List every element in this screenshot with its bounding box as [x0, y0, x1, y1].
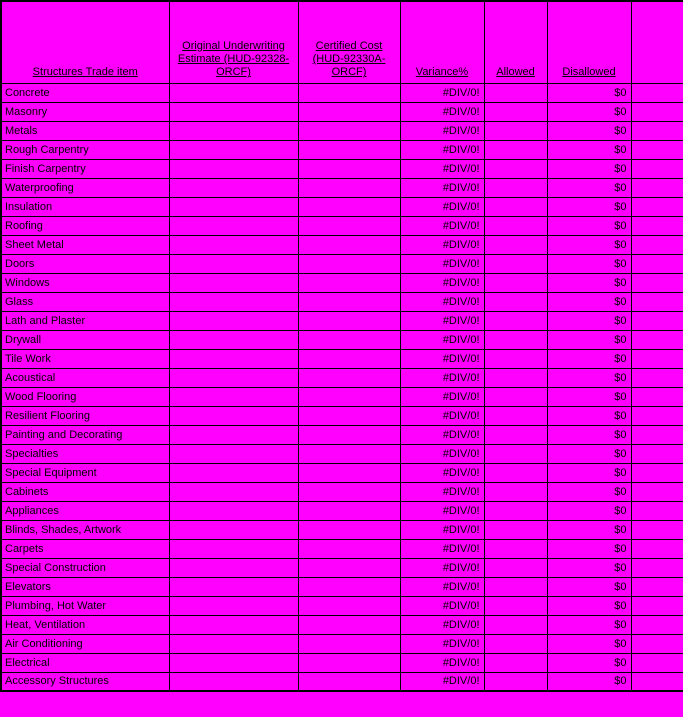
cell-variance[interactable]: #DIV/0!	[400, 672, 484, 691]
cell-trade-item[interactable]: Blinds, Shades, Artwork	[1, 520, 169, 539]
cell-original-estimate[interactable]	[169, 634, 298, 653]
cell-original-estimate[interactable]	[169, 102, 298, 121]
cell-certified-cost[interactable]	[298, 216, 400, 235]
cell-certified-cost[interactable]	[298, 672, 400, 691]
cell-disallowed[interactable]: $0	[547, 178, 631, 197]
cell-allowed[interactable]	[484, 653, 547, 672]
table-row	[1, 539, 683, 558]
cell-trade-item[interactable]: Wood Flooring	[1, 387, 169, 406]
cell-certified-cost[interactable]	[298, 140, 400, 159]
cell-trade-item[interactable]: Masonry	[1, 102, 169, 121]
cell-trade-item[interactable]: Glass	[1, 292, 169, 311]
cell-trade-item[interactable]: Resilient Flooring	[1, 406, 169, 425]
cell-original-estimate[interactable]	[169, 501, 298, 520]
cell-allowed[interactable]	[484, 634, 547, 653]
cell-variance[interactable]: #DIV/0!	[400, 140, 484, 159]
cell-extra[interactable]	[631, 349, 683, 368]
cell-variance[interactable]: #DIV/0!	[400, 634, 484, 653]
cell-allowed[interactable]	[484, 330, 547, 349]
cell-trade-item[interactable]: Cabinets	[1, 482, 169, 501]
cell-variance[interactable]: #DIV/0!	[400, 482, 484, 501]
cell-trade-item[interactable]: Insulation	[1, 197, 169, 216]
cell-trade-item[interactable]: Air Conditioning	[1, 634, 169, 653]
cell-original-estimate[interactable]	[169, 539, 298, 558]
cell-allowed[interactable]	[484, 311, 547, 330]
table-row	[1, 102, 683, 121]
cell-allowed[interactable]	[484, 463, 547, 482]
cell-trade-item[interactable]: Painting and Decorating	[1, 425, 169, 444]
cell-variance[interactable]: #DIV/0!	[400, 159, 484, 178]
cell-original-estimate[interactable]	[169, 330, 298, 349]
cell-allowed[interactable]	[484, 83, 547, 102]
cell-disallowed[interactable]: $0	[547, 330, 631, 349]
cell-variance[interactable]: #DIV/0!	[400, 197, 484, 216]
cell-extra[interactable]	[631, 577, 683, 596]
table-row	[1, 311, 683, 330]
cell-disallowed[interactable]: $0	[547, 216, 631, 235]
cell-certified-cost[interactable]	[298, 653, 400, 672]
cell-trade-item[interactable]: Elevators	[1, 577, 169, 596]
cell-certified-cost[interactable]	[298, 121, 400, 140]
cell-extra[interactable]	[631, 463, 683, 482]
header-certified-cost[interactable]: Certified Cost (HUD-92330A-ORCF)	[298, 1, 400, 83]
cell-certified-cost[interactable]	[298, 501, 400, 520]
table-row	[1, 501, 683, 520]
table-row	[1, 159, 683, 178]
cell-trade-item[interactable]: Rough Carpentry	[1, 140, 169, 159]
cell-original-estimate[interactable]	[169, 159, 298, 178]
cell-extra[interactable]	[631, 178, 683, 197]
cell-variance[interactable]: #DIV/0!	[400, 349, 484, 368]
table-row	[1, 121, 683, 140]
cell-trade-item[interactable]: Appliances	[1, 501, 169, 520]
cell-certified-cost[interactable]	[298, 482, 400, 501]
cell-allowed[interactable]	[484, 558, 547, 577]
cell-variance[interactable]: #DIV/0!	[400, 406, 484, 425]
cell-certified-cost[interactable]	[298, 577, 400, 596]
table-row	[1, 653, 683, 672]
cell-variance[interactable]: #DIV/0!	[400, 463, 484, 482]
cell-trade-item[interactable]: Tile Work	[1, 349, 169, 368]
cell-certified-cost[interactable]	[298, 615, 400, 634]
cell-original-estimate[interactable]	[169, 596, 298, 615]
cell-disallowed[interactable]: $0	[547, 140, 631, 159]
cell-variance[interactable]: #DIV/0!	[400, 83, 484, 102]
cell-extra[interactable]	[631, 140, 683, 159]
cell-variance[interactable]: #DIV/0!	[400, 539, 484, 558]
cell-disallowed[interactable]: $0	[547, 235, 631, 254]
table-row	[1, 463, 683, 482]
table-row	[1, 672, 683, 691]
cell-variance[interactable]: #DIV/0!	[400, 102, 484, 121]
cell-trade-item[interactable]: Heat, Ventilation	[1, 615, 169, 634]
cell-variance[interactable]: #DIV/0!	[400, 273, 484, 292]
cell-trade-item[interactable]: Sheet Metal	[1, 235, 169, 254]
cell-original-estimate[interactable]	[169, 653, 298, 672]
table-row	[1, 254, 683, 273]
cell-disallowed[interactable]: $0	[547, 273, 631, 292]
cell-trade-item[interactable]: Waterproofing	[1, 178, 169, 197]
cell-allowed[interactable]	[484, 216, 547, 235]
cell-extra[interactable]	[631, 102, 683, 121]
table-row	[1, 216, 683, 235]
table-row	[1, 520, 683, 539]
cell-original-estimate[interactable]	[169, 140, 298, 159]
cell-extra[interactable]	[631, 501, 683, 520]
cell-disallowed[interactable]: $0	[547, 425, 631, 444]
header-trade-item[interactable]: Structures Trade item	[1, 1, 169, 83]
cell-trade-item[interactable]: Plumbing, Hot Water	[1, 596, 169, 615]
cell-disallowed[interactable]: $0	[547, 596, 631, 615]
cell-allowed[interactable]	[484, 539, 547, 558]
cell-disallowed[interactable]: $0	[547, 539, 631, 558]
cell-extra[interactable]	[631, 197, 683, 216]
cell-certified-cost[interactable]	[298, 273, 400, 292]
cell-disallowed[interactable]: $0	[547, 672, 631, 691]
cell-disallowed[interactable]: $0	[547, 615, 631, 634]
cell-allowed[interactable]	[484, 235, 547, 254]
cell-original-estimate[interactable]	[169, 368, 298, 387]
table-row	[1, 83, 683, 102]
cell-original-estimate[interactable]	[169, 425, 298, 444]
cell-extra[interactable]	[631, 368, 683, 387]
header-original-estimate[interactable]: Original Underwriting Estimate (HUD-92328- ORCF)	[169, 1, 298, 83]
cell-original-estimate[interactable]	[169, 273, 298, 292]
cell-disallowed[interactable]: $0	[547, 501, 631, 520]
cell-trade-item[interactable]: Carpets	[1, 539, 169, 558]
cell-variance[interactable]: #DIV/0!	[400, 368, 484, 387]
cell-extra[interactable]	[631, 444, 683, 463]
cell-allowed[interactable]	[484, 482, 547, 501]
cell-allowed[interactable]	[484, 197, 547, 216]
cell-variance[interactable]: #DIV/0!	[400, 520, 484, 539]
cell-certified-cost[interactable]	[298, 596, 400, 615]
cell-disallowed[interactable]: $0	[547, 292, 631, 311]
cell-trade-item[interactable]: Metals	[1, 121, 169, 140]
cell-original-estimate[interactable]	[169, 197, 298, 216]
header-allowed[interactable]: Allowed	[484, 1, 547, 83]
cell-disallowed[interactable]: $0	[547, 634, 631, 653]
cell-original-estimate[interactable]	[169, 235, 298, 254]
cell-original-estimate[interactable]	[169, 577, 298, 596]
cell-certified-cost[interactable]	[298, 425, 400, 444]
cell-extra[interactable]	[631, 425, 683, 444]
cell-disallowed[interactable]: $0	[547, 653, 631, 672]
cell-certified-cost[interactable]	[298, 463, 400, 482]
cell-certified-cost[interactable]	[298, 520, 400, 539]
cell-extra[interactable]	[631, 520, 683, 539]
cell-extra[interactable]	[631, 672, 683, 691]
cell-extra[interactable]	[631, 653, 683, 672]
cell-extra[interactable]	[631, 254, 683, 273]
table-row	[1, 482, 683, 501]
cell-certified-cost[interactable]	[298, 83, 400, 102]
cell-disallowed[interactable]: $0	[547, 463, 631, 482]
cell-variance[interactable]: #DIV/0!	[400, 311, 484, 330]
cell-certified-cost[interactable]	[298, 292, 400, 311]
cell-certified-cost[interactable]	[298, 330, 400, 349]
cell-allowed[interactable]	[484, 520, 547, 539]
cell-extra[interactable]	[631, 406, 683, 425]
cell-disallowed[interactable]: $0	[547, 406, 631, 425]
cell-disallowed[interactable]: $0	[547, 197, 631, 216]
cell-certified-cost[interactable]	[298, 444, 400, 463]
cell-certified-cost[interactable]	[298, 634, 400, 653]
cell-allowed[interactable]	[484, 368, 547, 387]
cell-variance[interactable]: #DIV/0!	[400, 653, 484, 672]
table-row	[1, 596, 683, 615]
cell-original-estimate[interactable]	[169, 349, 298, 368]
cell-allowed[interactable]	[484, 615, 547, 634]
cell-extra[interactable]	[631, 121, 683, 140]
cell-disallowed[interactable]: $0	[547, 102, 631, 121]
cell-original-estimate[interactable]	[169, 463, 298, 482]
cell-allowed[interactable]	[484, 254, 547, 273]
cell-disallowed[interactable]: $0	[547, 368, 631, 387]
table-row	[1, 140, 683, 159]
cell-allowed[interactable]	[484, 672, 547, 691]
cell-certified-cost[interactable]	[298, 197, 400, 216]
cell-extra[interactable]	[631, 330, 683, 349]
table-row	[1, 615, 683, 634]
cell-original-estimate[interactable]	[169, 216, 298, 235]
cell-certified-cost[interactable]	[298, 558, 400, 577]
cell-variance[interactable]: #DIV/0!	[400, 216, 484, 235]
cell-trade-item[interactable]: Concrete	[1, 83, 169, 102]
table-row	[1, 292, 683, 311]
cell-trade-item[interactable]: Special Equipment	[1, 463, 169, 482]
cell-extra[interactable]	[631, 235, 683, 254]
cell-variance[interactable]: #DIV/0!	[400, 425, 484, 444]
table-row	[1, 634, 683, 653]
cell-trade-item[interactable]: Specialties	[1, 444, 169, 463]
cell-extra[interactable]	[631, 159, 683, 178]
cell-variance[interactable]: #DIV/0!	[400, 330, 484, 349]
cell-allowed[interactable]	[484, 425, 547, 444]
cell-variance[interactable]: #DIV/0!	[400, 577, 484, 596]
cell-extra[interactable]	[631, 311, 683, 330]
cell-trade-item[interactable]: Roofing	[1, 216, 169, 235]
cell-original-estimate[interactable]	[169, 83, 298, 102]
cell-trade-item[interactable]: Special Construction	[1, 558, 169, 577]
cell-disallowed[interactable]: $0	[547, 254, 631, 273]
cell-original-estimate[interactable]	[169, 178, 298, 197]
cell-allowed[interactable]	[484, 273, 547, 292]
cell-disallowed[interactable]: $0	[547, 83, 631, 102]
cell-trade-item[interactable]: Electrical	[1, 653, 169, 672]
cell-variance[interactable]: #DIV/0!	[400, 235, 484, 254]
header-disallowed[interactable]: Disallowed	[547, 1, 631, 83]
cell-trade-item[interactable]: Drywall	[1, 330, 169, 349]
table-row	[1, 387, 683, 406]
cell-original-estimate[interactable]	[169, 121, 298, 140]
cell-certified-cost[interactable]	[298, 159, 400, 178]
table-row	[1, 444, 683, 463]
cell-disallowed[interactable]: $0	[547, 444, 631, 463]
cell-variance[interactable]: #DIV/0!	[400, 254, 484, 273]
cell-extra[interactable]	[631, 634, 683, 653]
header-variance[interactable]: Variance%	[400, 1, 484, 83]
cell-allowed[interactable]	[484, 577, 547, 596]
cell-extra[interactable]	[631, 615, 683, 634]
cell-extra[interactable]	[631, 83, 683, 102]
cell-variance[interactable]: #DIV/0!	[400, 444, 484, 463]
cell-extra[interactable]	[631, 273, 683, 292]
cell-variance[interactable]: #DIV/0!	[400, 501, 484, 520]
cell-original-estimate[interactable]	[169, 311, 298, 330]
cell-disallowed[interactable]: $0	[547, 159, 631, 178]
cell-original-estimate[interactable]	[169, 672, 298, 691]
cell-certified-cost[interactable]	[298, 349, 400, 368]
cell-allowed[interactable]	[484, 501, 547, 520]
cell-extra[interactable]	[631, 387, 683, 406]
cell-allowed[interactable]	[484, 121, 547, 140]
cell-certified-cost[interactable]	[298, 368, 400, 387]
cell-original-estimate[interactable]	[169, 406, 298, 425]
cell-trade-item[interactable]: Lath and Plaster	[1, 311, 169, 330]
cell-allowed[interactable]	[484, 444, 547, 463]
cell-allowed[interactable]	[484, 140, 547, 159]
table-row	[1, 349, 683, 368]
cell-extra[interactable]	[631, 292, 683, 311]
cell-disallowed[interactable]: $0	[547, 520, 631, 539]
cell-certified-cost[interactable]	[298, 311, 400, 330]
cell-allowed[interactable]	[484, 387, 547, 406]
cell-trade-item[interactable]: Windows	[1, 273, 169, 292]
cell-allowed[interactable]	[484, 292, 547, 311]
cell-original-estimate[interactable]	[169, 520, 298, 539]
cell-allowed[interactable]	[484, 102, 547, 121]
table-row	[1, 235, 683, 254]
cell-disallowed[interactable]: $0	[547, 387, 631, 406]
cell-original-estimate[interactable]	[169, 292, 298, 311]
table-row	[1, 330, 683, 349]
cell-disallowed[interactable]: $0	[547, 577, 631, 596]
cell-allowed[interactable]	[484, 159, 547, 178]
cell-trade-item[interactable]: Doors	[1, 254, 169, 273]
cell-allowed[interactable]	[484, 178, 547, 197]
cell-allowed[interactable]	[484, 349, 547, 368]
cell-certified-cost[interactable]	[298, 254, 400, 273]
table-row	[1, 368, 683, 387]
cell-extra[interactable]	[631, 482, 683, 501]
cell-extra[interactable]	[631, 558, 683, 577]
cell-trade-item[interactable]: Finish Carpentry	[1, 159, 169, 178]
table-row	[1, 558, 683, 577]
table-row	[1, 197, 683, 216]
cell-original-estimate[interactable]	[169, 387, 298, 406]
cell-disallowed[interactable]: $0	[547, 558, 631, 577]
header-row	[1, 1, 683, 83]
cell-allowed[interactable]	[484, 596, 547, 615]
cell-disallowed[interactable]: $0	[547, 482, 631, 501]
cell-variance[interactable]: #DIV/0!	[400, 121, 484, 140]
cell-certified-cost[interactable]	[298, 387, 400, 406]
cell-original-estimate[interactable]	[169, 254, 298, 273]
cell-original-estimate[interactable]	[169, 482, 298, 501]
cell-certified-cost[interactable]	[298, 178, 400, 197]
cell-original-estimate[interactable]	[169, 558, 298, 577]
cell-variance[interactable]: #DIV/0!	[400, 387, 484, 406]
cell-certified-cost[interactable]	[298, 539, 400, 558]
cell-variance[interactable]: #DIV/0!	[400, 292, 484, 311]
cell-extra[interactable]	[631, 596, 683, 615]
cell-trade-item[interactable]: Accessory Structures	[1, 672, 169, 691]
cell-trade-item[interactable]: Acoustical	[1, 368, 169, 387]
cell-variance[interactable]: #DIV/0!	[400, 615, 484, 634]
cell-certified-cost[interactable]	[298, 235, 400, 254]
cell-original-estimate[interactable]	[169, 615, 298, 634]
cell-variance[interactable]: #DIV/0!	[400, 178, 484, 197]
cell-allowed[interactable]	[484, 406, 547, 425]
table-row	[1, 178, 683, 197]
cell-variance[interactable]: #DIV/0!	[400, 596, 484, 615]
cell-original-estimate[interactable]	[169, 444, 298, 463]
cell-extra[interactable]	[631, 216, 683, 235]
table-row	[1, 577, 683, 596]
cell-certified-cost[interactable]	[298, 102, 400, 121]
header-empty[interactable]	[631, 1, 683, 83]
cell-disallowed[interactable]: $0	[547, 121, 631, 140]
cell-certified-cost[interactable]	[298, 406, 400, 425]
cell-extra[interactable]	[631, 539, 683, 558]
table-row	[1, 425, 683, 444]
table-row	[1, 406, 683, 425]
cell-disallowed[interactable]: $0	[547, 311, 631, 330]
cell-variance[interactable]: #DIV/0!	[400, 558, 484, 577]
table-row	[1, 273, 683, 292]
cell-disallowed[interactable]: $0	[547, 349, 631, 368]
